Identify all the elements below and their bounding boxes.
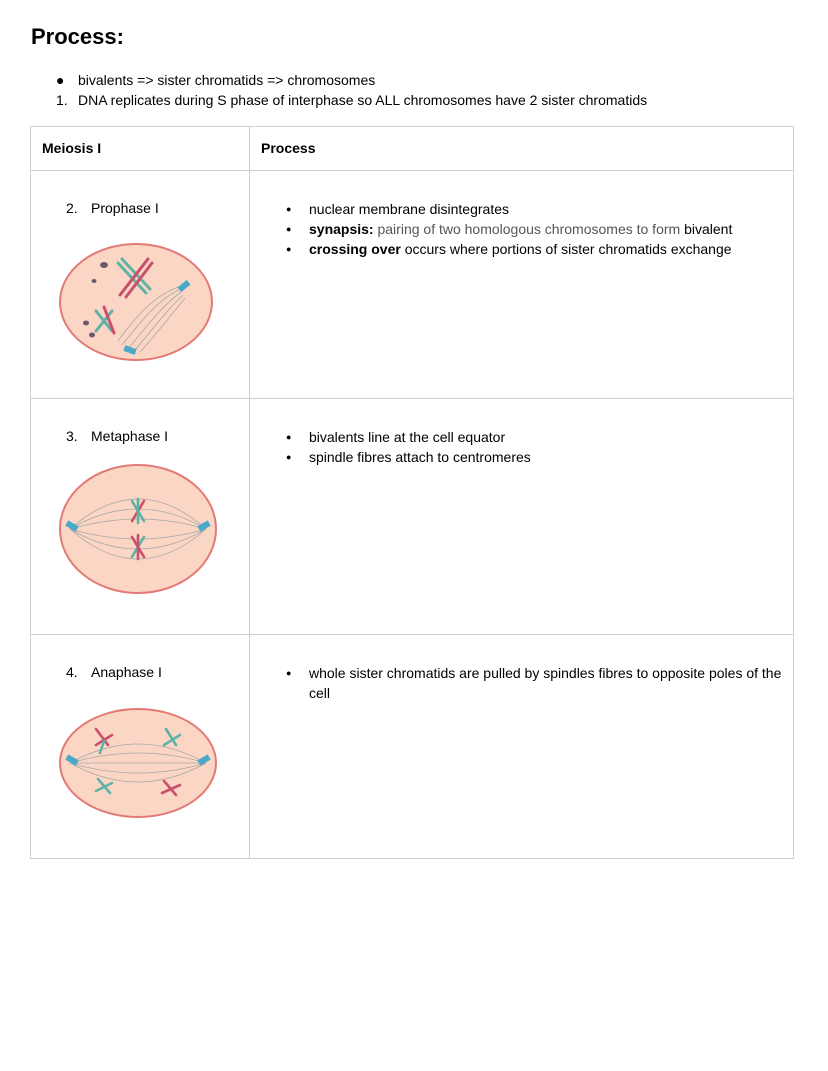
stage-cell [31, 399, 250, 635]
intro-numbered-item [56, 91, 647, 109]
stage-cell [31, 635, 250, 859]
process-cell [250, 635, 794, 859]
prophase-points [286, 199, 786, 259]
page-title: Process: [31, 24, 124, 49]
anaphase-points [286, 663, 786, 703]
table-row [31, 635, 794, 859]
stage-label: 3. Metaphase I [66, 428, 169, 444]
bullet-icon: ● [56, 72, 65, 88]
stage-cell [31, 171, 250, 399]
metaphase-cell-diagram [56, 459, 220, 599]
table-row [31, 399, 794, 635]
table-header-row [31, 127, 794, 171]
col-header-process: Process [250, 127, 794, 171]
list-item: ● spindle fibres attach to centromeres [286, 447, 786, 467]
process-cell [250, 399, 794, 635]
col-header-meiosis: Meiosis I [31, 127, 250, 171]
meiosis-table [30, 126, 794, 859]
list-item: ● bivalents line at the cell equator [286, 427, 786, 447]
list-item: ● whole sister chromatids are pulled by spindles fibres to opposite poles of the cell [286, 663, 786, 703]
table-row [31, 171, 794, 399]
stage-label: 2. Prophase I [66, 200, 159, 216]
metaphase-points [286, 427, 786, 467]
anaphase-cell-diagram [56, 705, 220, 827]
list-item: ● synapsis: pairing of two homologous chromosomes to form bivalent [286, 219, 786, 239]
prophase-cell-diagram [56, 237, 216, 367]
process-cell [250, 171, 794, 399]
list-item: ● nuclear membrane disintegrates [286, 199, 786, 219]
stage-label: 4. Anaphase I [66, 664, 162, 680]
list-item: ● crossing over occurs where portions of sister chromatids exchange [286, 239, 786, 259]
list-number: 1. [56, 92, 68, 108]
intro-bullet [56, 71, 375, 89]
intro-bullet-text: bivalents => sister chromatids => chromosomes [78, 72, 376, 88]
intro-numbered-text: DNA replicates during S phase of interphase so ALL chromosomes have 2 sister chromatids [78, 92, 648, 108]
